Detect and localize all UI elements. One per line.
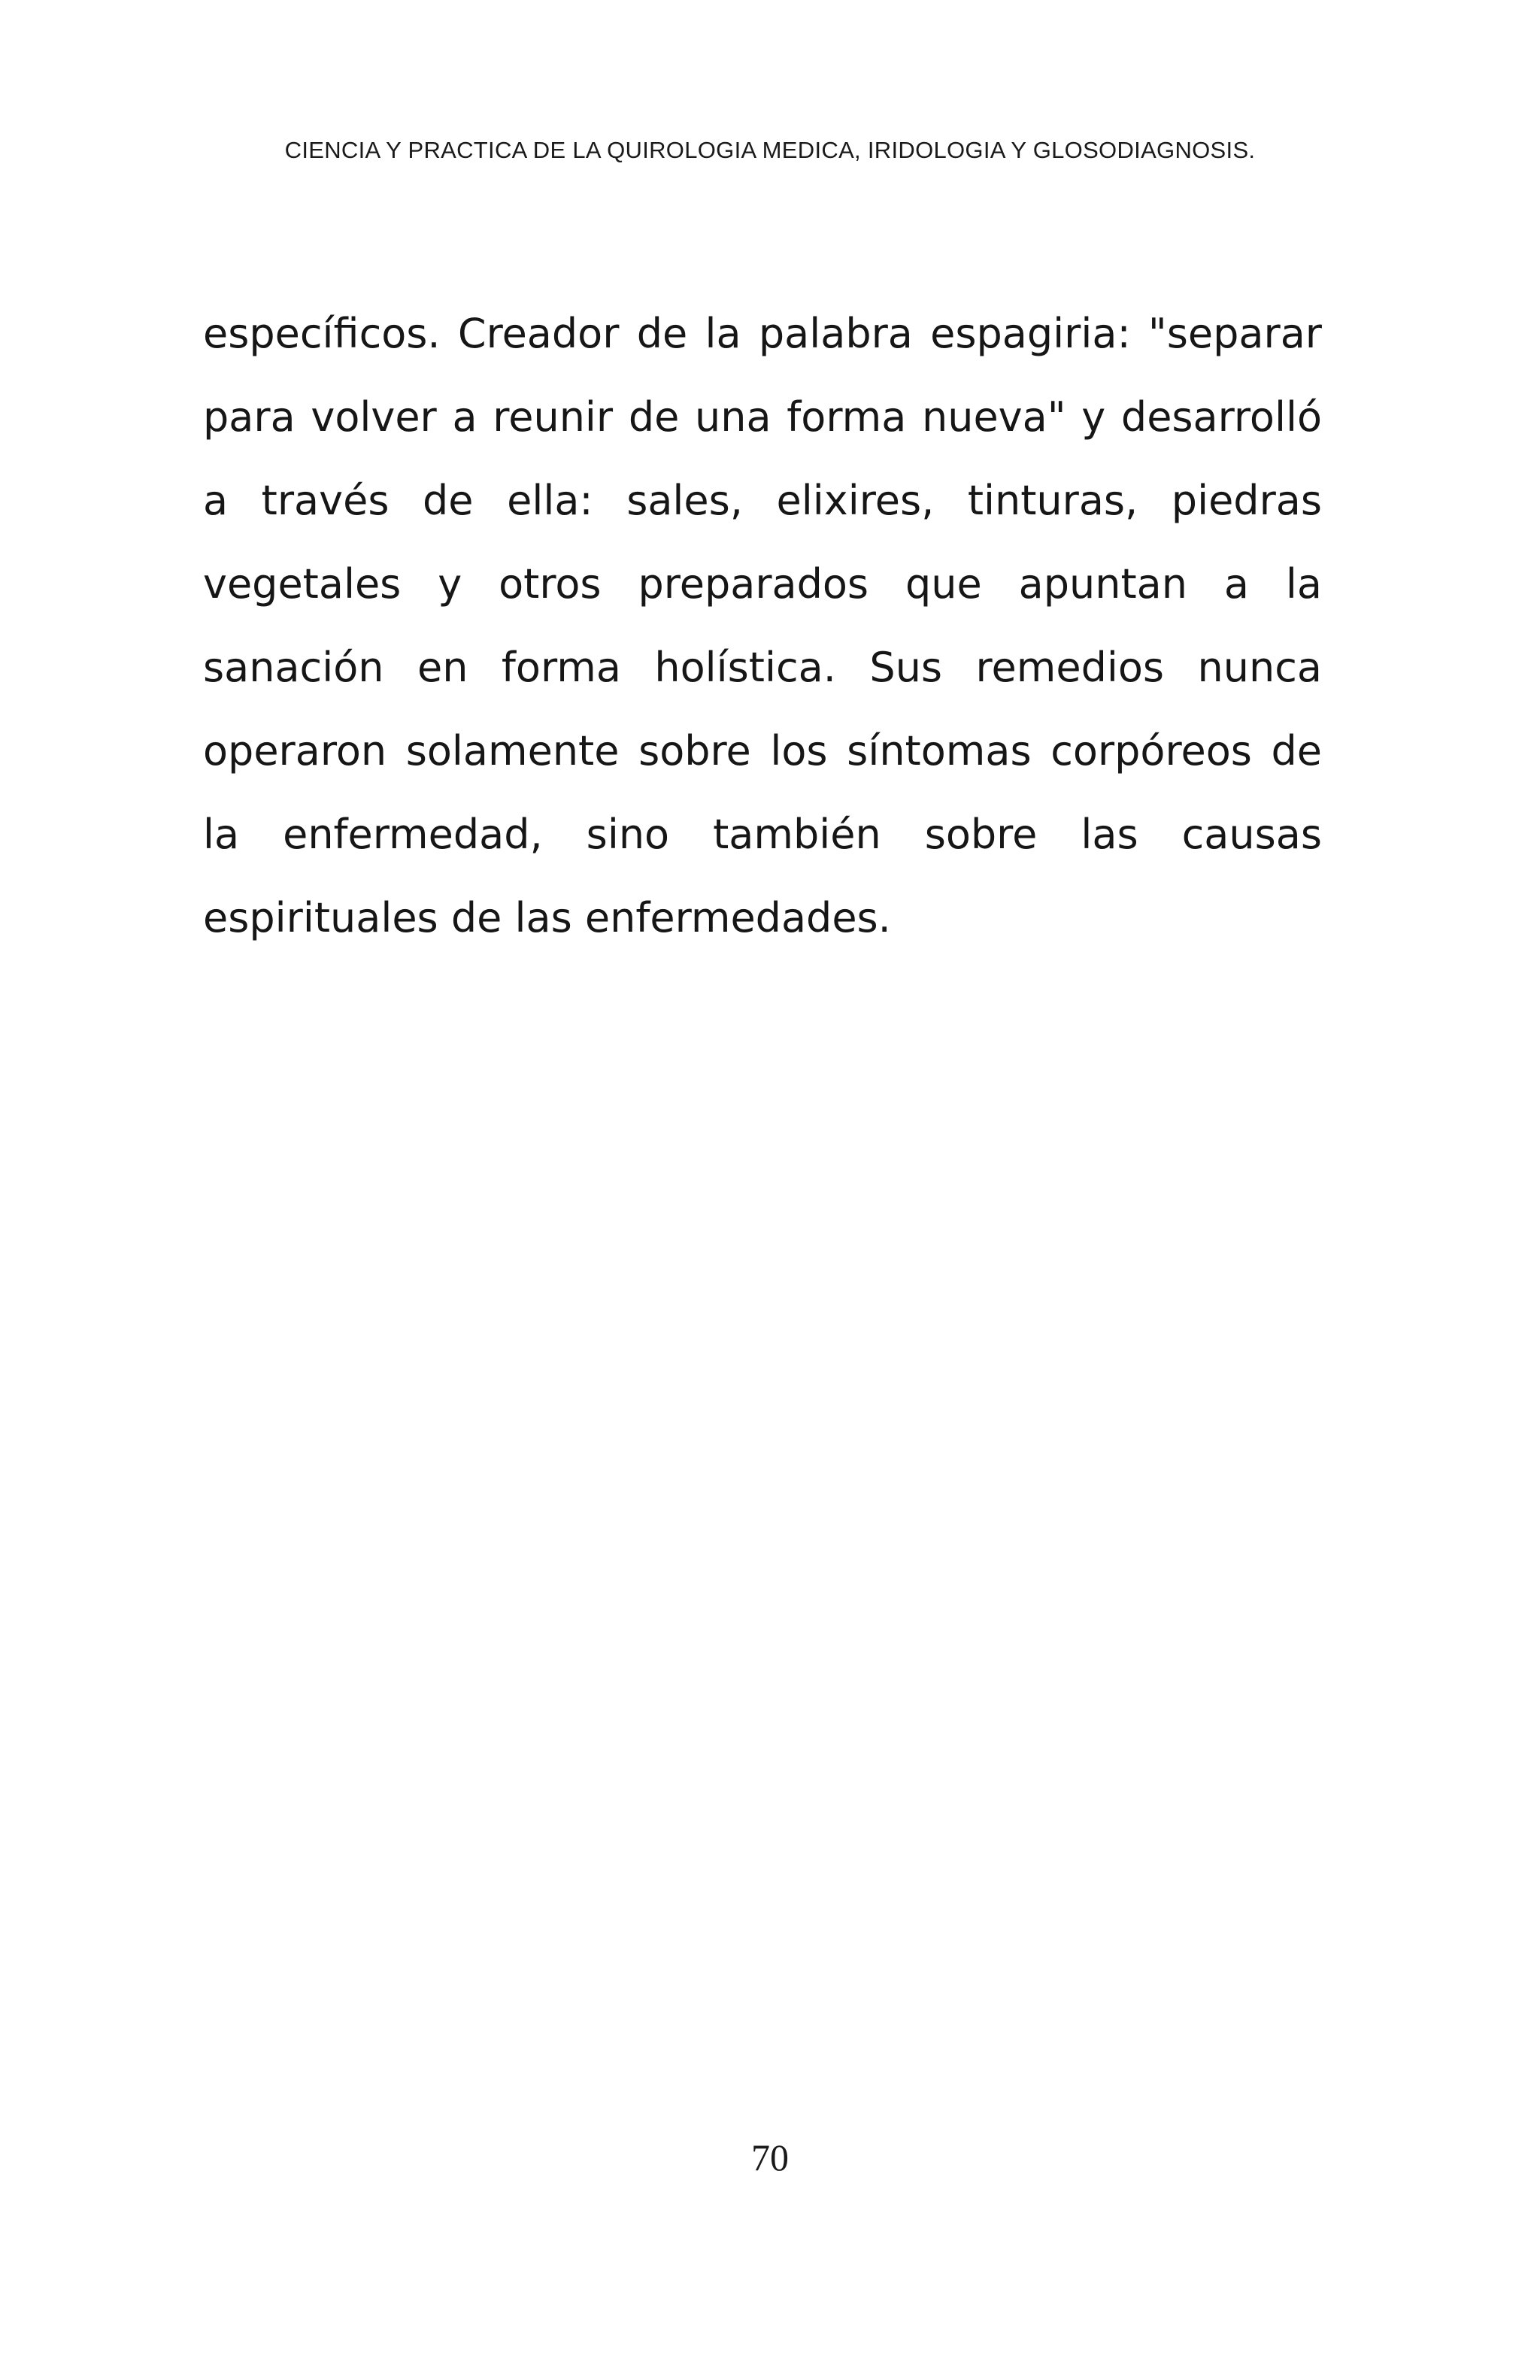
paragraph-line-1: específicos. Creador de la palabra espagiria: "separar bbox=[203, 310, 1322, 357]
paragraph-line-7: la enfermedad, sino también sobre las causas bbox=[203, 811, 1322, 858]
paragraph-line-3: a través de ella: sales, elixires, tinturas, piedras bbox=[203, 477, 1322, 524]
body-paragraph bbox=[203, 292, 1322, 960]
running-header: CIENCIA Y PRACTICA DE LA QUIROLOGIA MEDICA, IRIDOLOGIA Y GLOSODIAGNOSIS. bbox=[284, 137, 1256, 163]
paragraph-line-8: espirituales de las enfermedades. bbox=[203, 894, 891, 941]
page-number: 70 bbox=[751, 2136, 789, 2178]
paragraph-line-4: vegetales y otros preparados que apuntan a la bbox=[203, 560, 1322, 608]
paragraph-line-2: para volver a reunir de una forma nueva" y desarrolló bbox=[203, 393, 1322, 441]
paragraph-line-6: operaron solamente sobre los síntomas corpóreos de bbox=[203, 727, 1322, 775]
paragraph-line-5: sanación en forma holística. Sus remedios nunca bbox=[203, 644, 1322, 691]
